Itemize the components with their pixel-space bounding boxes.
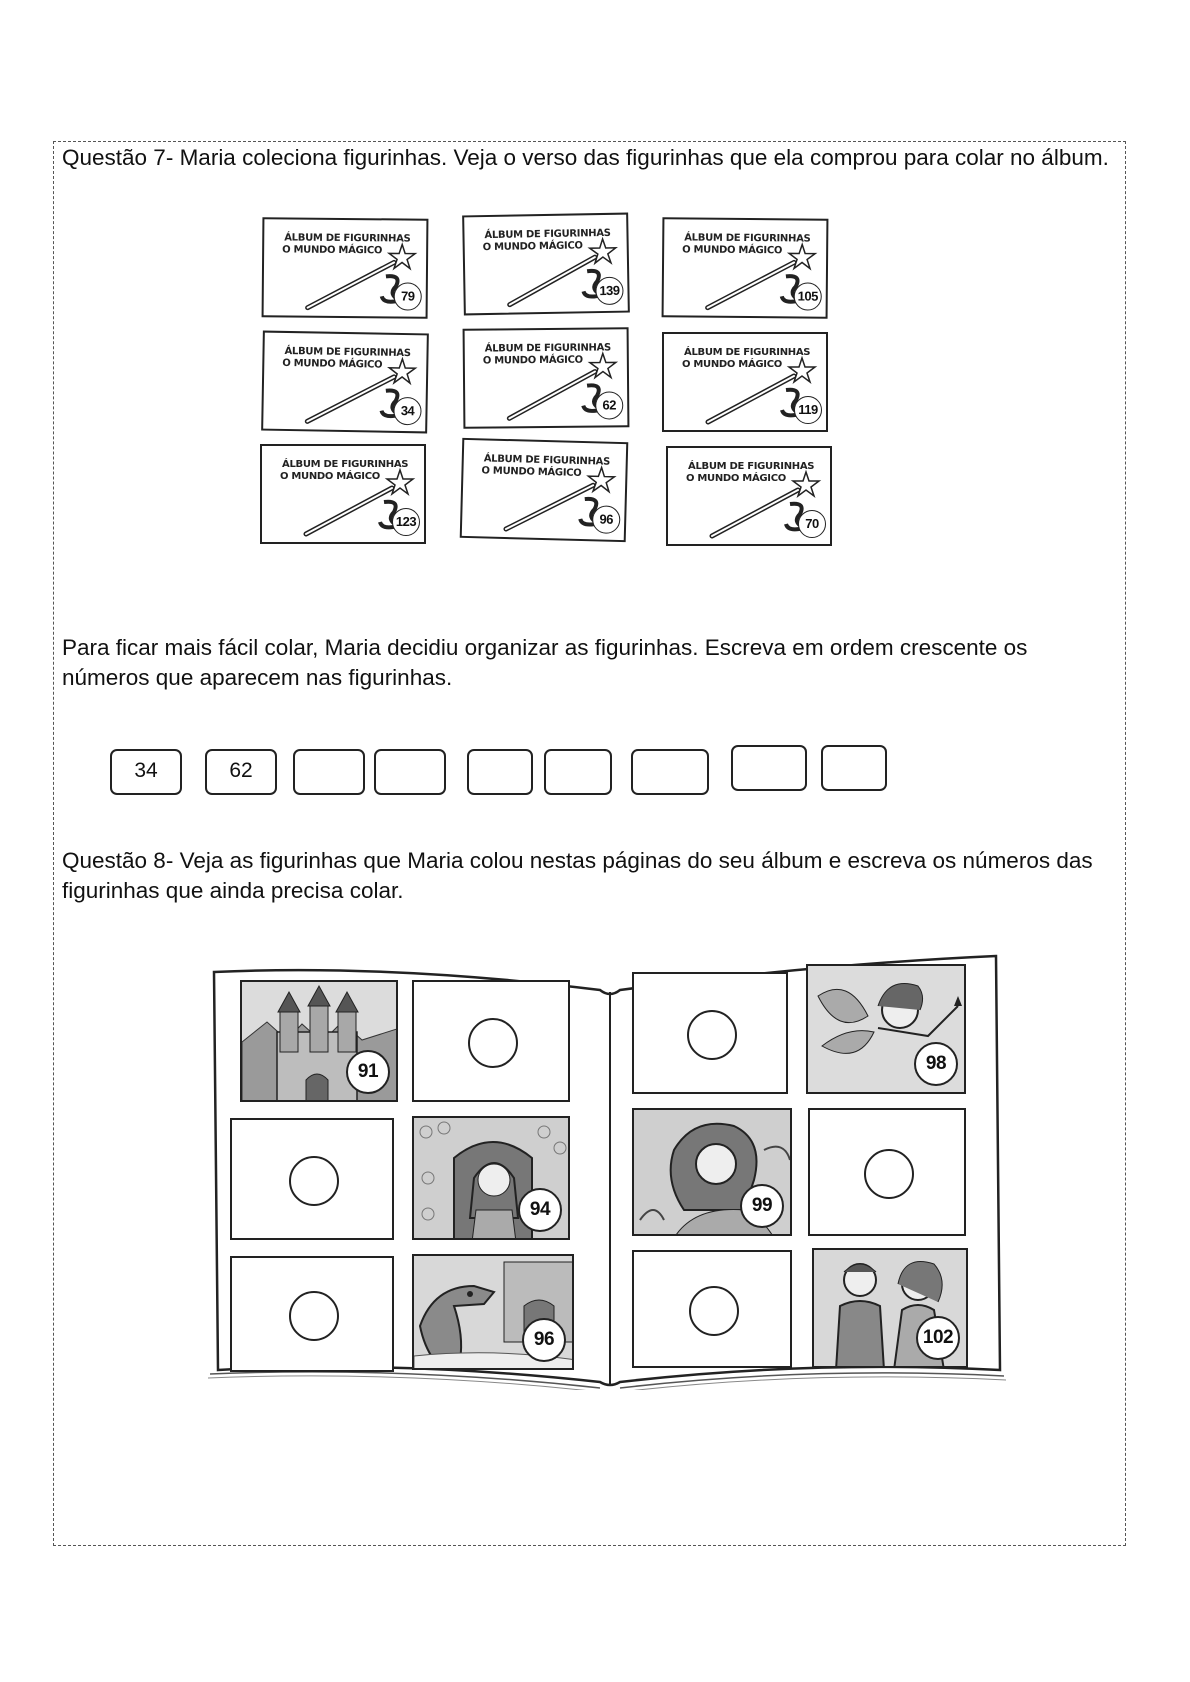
sticker-princess-window xyxy=(412,1116,570,1240)
answer-box-3[interactable] xyxy=(293,749,365,795)
sticker-card xyxy=(261,331,429,434)
sticker-number: 105 xyxy=(794,282,822,310)
sticker-album-title: ÁLBUM DE FIGURINHAS xyxy=(684,232,811,245)
sticker-number-princess: 94 xyxy=(518,1188,562,1232)
sticker-number-fairy: 98 xyxy=(914,1042,958,1086)
question-7-instruction: Para ficar mais fácil colar, Maria decidiu organizar as figurinhas. Escreva em ordem crescente os números que aparecem nas figurinhas. xyxy=(62,635,1028,690)
sticker-card xyxy=(260,444,426,544)
slot-circle xyxy=(289,1156,339,1206)
empty-slot-3[interactable] xyxy=(230,1256,394,1372)
sticker-album-subtitle: O MUNDO MÁGICO xyxy=(280,471,380,482)
answer-box-9[interactable] xyxy=(821,745,887,791)
sticker-album-title: ÁLBUM DE FIGURINHAS xyxy=(484,342,611,355)
sticker-album-title: ÁLBUM DE FIGURINHAS xyxy=(484,227,611,242)
sticker-number: 139 xyxy=(595,277,623,305)
answer-box-2[interactable]: 62 xyxy=(205,749,277,795)
sticker-album-subtitle: O MUNDO MÁGICO xyxy=(482,354,583,367)
sticker-number: 70 xyxy=(798,510,826,538)
sticker-number: 119 xyxy=(794,396,822,424)
empty-slot-2[interactable] xyxy=(230,1118,394,1240)
slot-circle xyxy=(687,1010,737,1060)
sticker-mermaid xyxy=(632,1108,792,1236)
sticker-number-mermaid: 99 xyxy=(740,1184,784,1228)
answer-box-1[interactable]: 34 xyxy=(110,749,182,795)
sticker-album-subtitle: O MUNDO MÁGICO xyxy=(682,359,782,370)
sticker-card xyxy=(463,327,630,428)
sticker-number: 79 xyxy=(394,282,422,310)
empty-slot-6[interactable] xyxy=(632,1250,792,1368)
sticker-number: 62 xyxy=(595,391,623,419)
slot-circle xyxy=(864,1149,914,1199)
sticker-album-title: ÁLBUM DE FIGURINHAS xyxy=(284,232,411,245)
question-8-title: Questão 8- Veja as figurinhas que Maria colou nestas páginas do seu álbum e escreva os números das figurinhas que ainda precisa colar. xyxy=(62,848,1093,903)
sticker-couple xyxy=(812,1248,968,1368)
question-7-title: Questão 7- Maria coleciona figurinhas. Veja o verso das figurinhas que ela comprou para colar no álbum. xyxy=(62,145,1109,170)
sticker-castle xyxy=(240,980,398,1102)
sticker-number: 123 xyxy=(392,508,420,536)
sticker-album-title: ÁLBUM DE FIGURINHAS xyxy=(688,461,815,472)
sticker-card xyxy=(262,217,429,318)
sticker-card xyxy=(662,217,829,318)
sticker-album-subtitle: O MUNDO MÁGICO xyxy=(682,244,783,257)
sticker-number-castle: 91 xyxy=(346,1050,390,1094)
answer-box-5[interactable] xyxy=(467,749,533,795)
sticker-album-title: ÁLBUM DE FIGURINHAS xyxy=(684,347,811,358)
sticker-fairy xyxy=(806,964,966,1094)
sticker-album-title: ÁLBUM DE FIGURINHAS xyxy=(284,345,411,360)
answer-box-6[interactable] xyxy=(544,749,612,795)
sticker-card xyxy=(662,332,828,432)
answer-box-7[interactable] xyxy=(631,749,709,795)
sticker-card xyxy=(460,438,629,542)
empty-slot-4[interactable] xyxy=(632,972,788,1094)
sticker-album-title: ÁLBUM DE FIGURINHAS xyxy=(282,459,409,470)
sticker-card xyxy=(666,446,832,546)
sticker-album-title: ÁLBUM DE FIGURINHAS xyxy=(483,453,611,468)
empty-slot-5[interactable] xyxy=(808,1108,966,1236)
empty-slot-1[interactable] xyxy=(412,980,570,1102)
slot-circle xyxy=(289,1291,339,1341)
sticker-number-couple: 102 xyxy=(916,1316,960,1360)
sticker-album-subtitle: O MUNDO MÁGICO xyxy=(282,357,383,371)
sticker-album-subtitle: O MUNDO MÁGICO xyxy=(482,240,583,254)
sticker-number-dragon: 96 xyxy=(522,1318,566,1362)
sticker-number: 96 xyxy=(592,505,621,534)
slot-circle xyxy=(689,1286,739,1336)
sticker-number: 34 xyxy=(393,397,421,425)
sticker-card xyxy=(462,213,630,316)
sticker-album-subtitle: O MUNDO MÁGICO xyxy=(481,465,582,479)
answer-box-4[interactable] xyxy=(374,749,446,795)
sticker-album-subtitle: O MUNDO MÁGICO xyxy=(686,473,786,484)
sticker-album-subtitle: O MUNDO MÁGICO xyxy=(282,244,383,257)
sticker-dragon xyxy=(412,1254,574,1370)
slot-circle xyxy=(468,1018,518,1068)
answer-box-8[interactable] xyxy=(731,745,807,791)
